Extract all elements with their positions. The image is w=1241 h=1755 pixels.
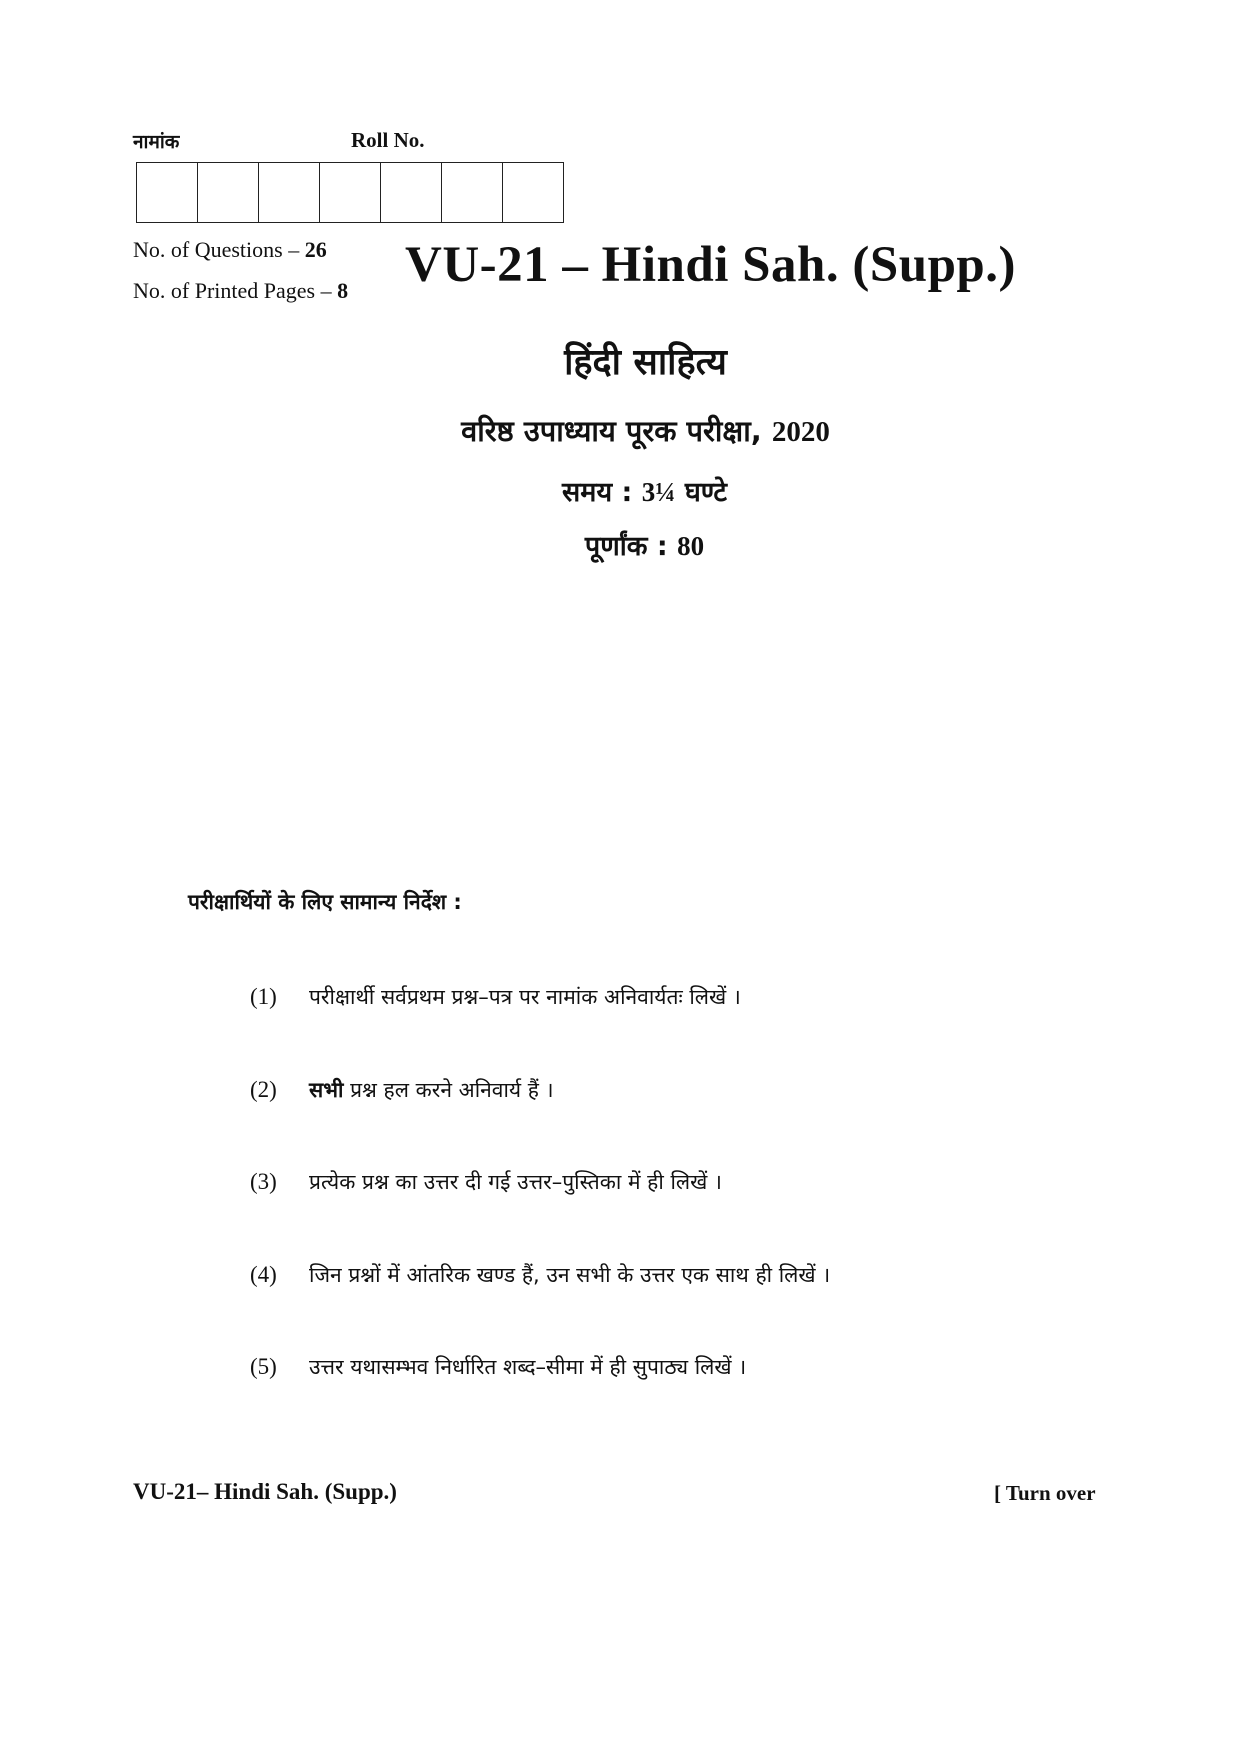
- roll-box[interactable]: [320, 163, 381, 222]
- subject-title: हिंदी साहित्य: [564, 342, 727, 383]
- instruction-item: [250, 983, 741, 1011]
- paper-code-title: VU-21 – Hindi Sah. (Supp.): [405, 237, 1017, 293]
- instruction-text: [309, 1353, 746, 1381]
- time-value: 3¼: [641, 477, 676, 507]
- marks-value: 80: [677, 531, 705, 561]
- questions-label: No. of Questions –: [133, 237, 305, 262]
- instruction-body: जिन प्रश्नों में आंतरिक खण्ड हैं, उन सभी के उत्तर एक साथ ही लिखें ।: [309, 1263, 831, 1287]
- instruction-item: [250, 1353, 746, 1381]
- instruction-body: उत्तर यथासम्भव निर्धारित शब्द–सीमा में ही सुपाठ्य लिखें ।: [309, 1355, 747, 1379]
- instruction-text: [309, 983, 741, 1011]
- roll-box[interactable]: [198, 163, 259, 222]
- roll-number-boxes[interactable]: [136, 162, 564, 223]
- instruction-number: (5): [250, 1354, 277, 1379]
- questions-value: 26: [304, 237, 327, 262]
- footer-paper-code: VU-21– Hindi Sah. (Supp.): [133, 1479, 397, 1504]
- exam-marks: [0, 526, 1241, 563]
- roll-label-english: Roll No.: [351, 128, 425, 152]
- roll-box[interactable]: [442, 163, 503, 222]
- instruction-body: प्रश्न हल करने अनिवार्य हैं ।: [343, 1078, 554, 1102]
- time-unit: घण्टे: [675, 477, 727, 508]
- instruction-number: (4): [250, 1262, 277, 1287]
- instruction-item: [250, 1076, 554, 1104]
- instruction-text: [309, 1076, 554, 1104]
- roll-box[interactable]: [381, 163, 442, 222]
- instruction-body: परीक्षार्थी सर्वप्रथम प्रश्न–पत्र पर नामांक अनिवार्यतः लिखें ।: [309, 985, 741, 1009]
- exam-year: 2020: [771, 416, 830, 448]
- instructions-heading: परीक्षार्थियों के लिए सामान्य निर्देश :: [188, 890, 462, 914]
- instruction-text: [309, 1168, 722, 1196]
- time-label: समय :: [562, 477, 642, 508]
- instruction-number: (1): [250, 984, 277, 1009]
- instruction-item: [250, 1261, 830, 1289]
- turn-over-label: [ Turn over: [994, 1481, 1096, 1505]
- instruction-text: [309, 1261, 830, 1289]
- exam-name: [0, 411, 1241, 450]
- questions-count-line: [133, 237, 327, 263]
- roll-box[interactable]: [259, 163, 320, 222]
- instruction-bold: सभी: [309, 1078, 344, 1102]
- roll-label-hindi: नामांक: [133, 131, 180, 153]
- instruction-number: (2): [250, 1077, 277, 1102]
- marks-label: पूर्णांक :: [584, 531, 678, 562]
- roll-box[interactable]: [137, 163, 198, 222]
- instruction-item: [250, 1168, 722, 1196]
- exam-time: [0, 472, 1241, 509]
- pages-count-line: [133, 278, 348, 304]
- roll-box[interactable]: [503, 163, 563, 222]
- instruction-number: (3): [250, 1169, 277, 1194]
- exam-name-text: वरिष्ठ उपाध्याय पूरक परीक्षा,: [461, 414, 772, 448]
- pages-value: 8: [337, 278, 349, 303]
- pages-label: No. of Printed Pages –: [133, 278, 338, 303]
- instruction-body: प्रत्येक प्रश्न का उत्तर दी गई उत्तर–पुस्तिका में ही लिखें ।: [309, 1170, 722, 1194]
